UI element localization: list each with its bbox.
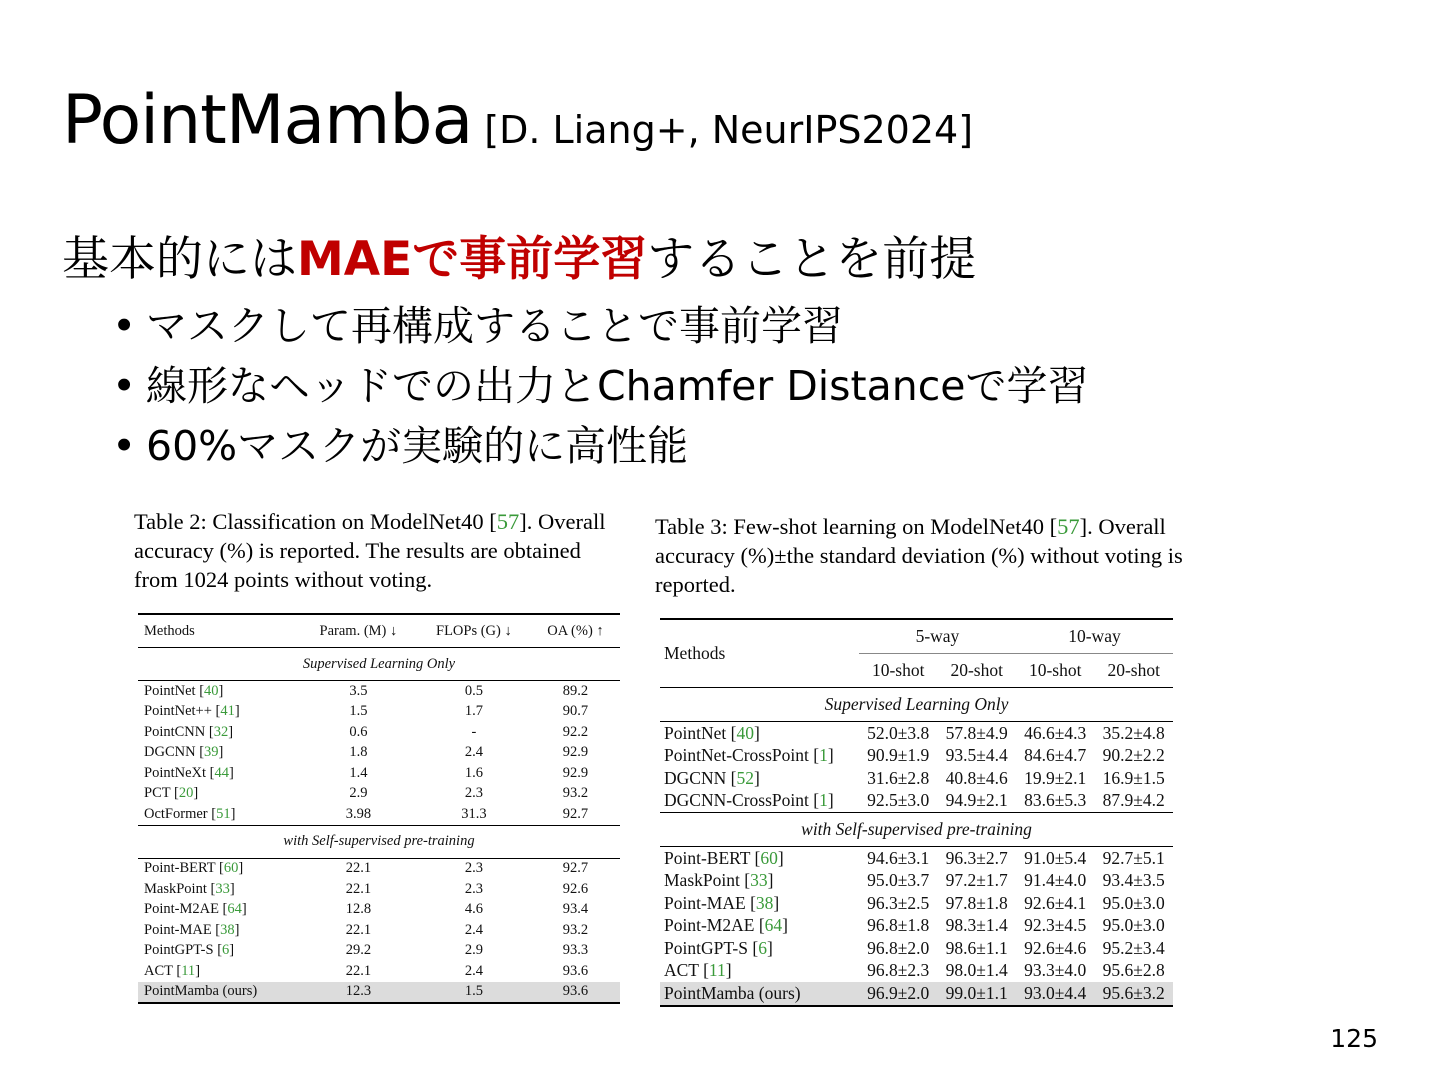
accuracy-value: 95.6±2.8: [1102, 960, 1165, 981]
accuracy-value: 94.6±3.1: [867, 847, 930, 868]
table2-classification: [138, 613, 620, 1004]
bullet-item: • マスクして再構成することで事前学習: [112, 302, 843, 350]
method-name: Point-MAE [38]: [144, 921, 240, 938]
oa-value: 93.3: [562, 942, 589, 959]
title-reference: [D. Liang+, NeurIPS2024]: [484, 108, 974, 152]
lead-prefix: 基本的には: [62, 232, 297, 287]
method-name: OctFormer [51]: [144, 805, 236, 822]
bullet-text: マスクして再構成することで事前学習: [146, 302, 843, 350]
method-name: PointCNN [32]: [144, 723, 234, 740]
accuracy-value: 96.8±2.0: [867, 937, 930, 958]
accuracy-value: 93.4±3.5: [1102, 870, 1165, 891]
table-row: [138, 784, 620, 805]
method-name: PointGPT-S [6]: [144, 942, 235, 959]
accuracy-value: 35.2±4.8: [1102, 722, 1165, 743]
flops-value: 4.6: [464, 901, 483, 918]
table2-caption: Table 2: Classification on ModelNet40 [57]. Overall accuracy (%) is reported. The results are obtained from 1024 points without voting.: [134, 509, 606, 592]
method-name: MaskPoint [33]: [664, 870, 774, 891]
table-row: [138, 743, 620, 764]
accuracy-value: 98.3±1.4: [945, 915, 1008, 936]
table-row: [138, 804, 620, 825]
accuracy-value: 93.5±4.4: [945, 745, 1008, 766]
flops-value: 0.5: [464, 682, 483, 699]
table-row: [660, 847, 1173, 870]
table-row: [660, 722, 1173, 745]
bullet-text: 線形なヘッドでの出力とChamfer Distanceで学習: [146, 362, 1089, 410]
param-value: 22.1: [345, 962, 372, 979]
flops-value: -: [471, 723, 477, 740]
oa-value: 93.4: [562, 901, 589, 918]
oa-value: 93.2: [562, 785, 589, 802]
table-row-ours: [138, 982, 620, 1004]
table-row: [660, 870, 1173, 893]
method-name: Point-M2AE [64]: [144, 901, 247, 918]
col-10way-10shot: 10-shot: [1016, 654, 1095, 688]
accuracy-value: 95.2±3.4: [1102, 937, 1165, 958]
bullet-item: • 線形なヘッドでの出力とChamfer Distanceで学習: [112, 362, 1089, 410]
oa-value: 92.9: [562, 764, 589, 781]
flops-value: 2.3: [464, 880, 483, 897]
section-header: [660, 688, 1173, 722]
accuracy-value: 95.6±3.2: [1094, 982, 1173, 1006]
param-value: 2.9: [349, 785, 368, 802]
oa-value: 92.6: [562, 880, 589, 897]
table-row: [138, 681, 620, 702]
flops-value: 2.4: [464, 962, 483, 979]
flops-value: 1.5: [417, 982, 531, 1004]
accuracy-value: 99.0±1.1: [937, 982, 1016, 1006]
bullet-list: [112, 296, 1089, 476]
accuracy-value: 46.6±4.3: [1024, 722, 1087, 743]
table-row: [138, 763, 620, 784]
oa-value: 92.7: [562, 860, 589, 877]
flops-value: 2.3: [464, 785, 483, 802]
section-header: [138, 648, 620, 681]
table-row: [138, 961, 620, 982]
accuracy-value: 19.9±2.1: [1024, 767, 1087, 788]
method-name: Point-MAE [38]: [664, 892, 780, 913]
accuracy-value: 98.0±1.4: [945, 960, 1008, 981]
param-value: 29.2: [345, 942, 372, 959]
accuracy-value: 90.2±2.2: [1102, 745, 1165, 766]
section-header: [660, 813, 1173, 847]
table-row: [138, 900, 620, 921]
param-value: 0.6: [349, 723, 368, 740]
table2-body: [138, 648, 620, 1004]
accuracy-value: 96.3±2.7: [945, 847, 1008, 868]
title-main: PointMamba: [62, 81, 473, 160]
section-label: Supervised Learning Only: [660, 688, 1173, 722]
flops-value: 2.3: [464, 860, 483, 877]
section-label: with Self-supervised pre-training: [660, 813, 1173, 847]
param-value: 22.1: [345, 880, 372, 897]
col-flops: FLOPs (G) ↓: [417, 614, 531, 648]
accuracy-value: 93.0±4.4: [1016, 982, 1095, 1006]
accuracy-value: 93.3±4.0: [1024, 960, 1087, 981]
param-value: 3.5: [349, 682, 368, 699]
oa-value: 93.6: [531, 982, 620, 1004]
accuracy-value: 96.9±2.0: [859, 982, 938, 1006]
bullet-item: • 60%マスクが実験的に高性能: [112, 422, 689, 470]
accuracy-value: 95.0±3.7: [867, 870, 930, 891]
accuracy-value: 57.8±4.9: [945, 722, 1008, 743]
method-name: DGCNN [52]: [664, 767, 760, 788]
accuracy-value: 98.6±1.1: [945, 937, 1008, 958]
flops-value: 2.9: [464, 942, 483, 959]
table-row: [660, 745, 1173, 768]
method-name: DGCNN-CrossPoint [1]: [664, 790, 834, 811]
table-row: [660, 937, 1173, 960]
group-5-way: 5-way: [859, 619, 1016, 654]
accuracy-value: 83.6±5.3: [1024, 790, 1087, 811]
param-value: 1.5: [349, 703, 368, 720]
flops-value: 31.3: [461, 805, 487, 822]
bullet-text: 60%マスクが実験的に高性能: [146, 422, 689, 470]
method-name: DGCNN [39]: [144, 744, 224, 761]
oa-value: 90.7: [562, 703, 589, 720]
accuracy-value: 52.0±3.8: [867, 722, 930, 743]
oa-value: 89.2: [562, 682, 589, 699]
accuracy-value: 40.8±4.6: [945, 767, 1008, 788]
oa-value: 93.2: [562, 921, 589, 938]
method-name: PointGPT-S [6]: [664, 937, 773, 958]
param-value: 22.1: [345, 860, 372, 877]
method-name: PointMamba (ours): [660, 982, 859, 1006]
method-name: ACT [11]: [664, 960, 732, 981]
col-methods: Methods: [138, 614, 300, 648]
oa-value: 92.7: [562, 805, 589, 822]
flops-value: 1.6: [464, 764, 483, 781]
col-param: Param. (M) ↓: [300, 614, 417, 648]
method-name: PointNet [40]: [144, 682, 224, 699]
table3-caption: Table 3: Few-shot learning on ModelNet40 [57]. Overall accuracy (%)±the standard deviation (%) without voting is reported.: [655, 514, 1183, 597]
col-5way-10shot: 10-shot: [859, 654, 938, 688]
table-row: [660, 960, 1173, 983]
oa-value: 93.6: [562, 962, 589, 979]
accuracy-value: 96.3±2.5: [867, 892, 930, 913]
accuracy-value: 31.6±2.8: [867, 767, 930, 788]
method-name: PointNeXt [44]: [144, 764, 234, 781]
method-name: Point-M2AE [64]: [664, 915, 788, 936]
slide-title: [62, 78, 973, 173]
page-number: 125: [1330, 1024, 1378, 1053]
method-name: PointMamba (ours): [138, 982, 300, 1004]
accuracy-value: 87.9±4.2: [1102, 790, 1165, 811]
method-name: PointNet++ [41]: [144, 703, 240, 720]
accuracy-value: 91.0±5.4: [1024, 847, 1087, 868]
method-name: ACT [11]: [144, 962, 201, 979]
flops-value: 2.4: [464, 921, 483, 938]
accuracy-value: 97.2±1.7: [945, 870, 1008, 891]
accuracy-value: 92.6±4.6: [1024, 937, 1087, 958]
table-row: [138, 879, 620, 900]
table-row: [660, 767, 1173, 790]
section-label: Supervised Learning Only: [138, 648, 620, 681]
table-row: [138, 858, 620, 879]
param-value: 12.3: [300, 982, 417, 1004]
param-value: 22.1: [345, 921, 372, 938]
table-row: [660, 915, 1173, 938]
method-name: MaskPoint [33]: [144, 880, 235, 897]
method-name: PointNet [40]: [664, 722, 760, 743]
section-label: with Self-supervised pre-training: [138, 825, 620, 858]
col-methods: Methods: [660, 619, 859, 688]
accuracy-value: 96.8±2.3: [867, 960, 930, 981]
oa-value: 92.9: [562, 744, 589, 761]
accuracy-value: 95.0±3.0: [1102, 915, 1165, 936]
param-value: 1.4: [349, 764, 368, 781]
method-name: Point-BERT [60]: [144, 860, 244, 877]
section-header: [138, 825, 620, 858]
table-row: [660, 892, 1173, 915]
method-name: PCT [20]: [144, 785, 199, 802]
accuracy-value: 90.9±1.9: [867, 745, 930, 766]
lead-highlight: MAEで事前学習: [297, 232, 648, 287]
table3-body: [660, 688, 1173, 1006]
accuracy-value: 91.4±4.0: [1024, 870, 1087, 891]
table-row: [138, 722, 620, 743]
accuracy-value: 92.3±4.5: [1024, 915, 1087, 936]
accuracy-value: 97.8±1.8: [945, 892, 1008, 913]
accuracy-value: 92.7±5.1: [1102, 847, 1165, 868]
col-10way-20shot: 20-shot: [1094, 654, 1173, 688]
group-10-way: 10-way: [1016, 619, 1173, 654]
table-row: [138, 941, 620, 962]
accuracy-value: 92.6±4.1: [1024, 892, 1087, 913]
lead-sentence: [62, 228, 976, 292]
accuracy-value: 95.0±3.0: [1102, 892, 1165, 913]
lead-suffix: することを前提: [647, 232, 977, 287]
col-5way-20shot: 20-shot: [937, 654, 1016, 688]
method-name: PointNet-CrossPoint [1]: [664, 745, 834, 766]
accuracy-value: 16.9±1.5: [1102, 767, 1165, 788]
col-oa: OA (%) ↑: [531, 614, 620, 648]
accuracy-value: 84.6±4.7: [1024, 745, 1087, 766]
table3-fewshot: [660, 618, 1173, 1007]
param-value: 12.8: [345, 901, 372, 918]
flops-value: 2.4: [464, 744, 483, 761]
flops-value: 1.7: [464, 703, 483, 720]
table-row: [138, 920, 620, 941]
table-row: [660, 790, 1173, 813]
param-value: 3.98: [345, 805, 372, 822]
table-row: [138, 702, 620, 723]
accuracy-value: 94.9±2.1: [945, 790, 1008, 811]
method-name: Point-BERT [60]: [664, 847, 784, 868]
table-row-ours: [660, 982, 1173, 1006]
accuracy-value: 96.8±1.8: [867, 915, 930, 936]
accuracy-value: 92.5±3.0: [867, 790, 930, 811]
oa-value: 92.2: [562, 723, 589, 740]
param-value: 1.8: [349, 744, 368, 761]
